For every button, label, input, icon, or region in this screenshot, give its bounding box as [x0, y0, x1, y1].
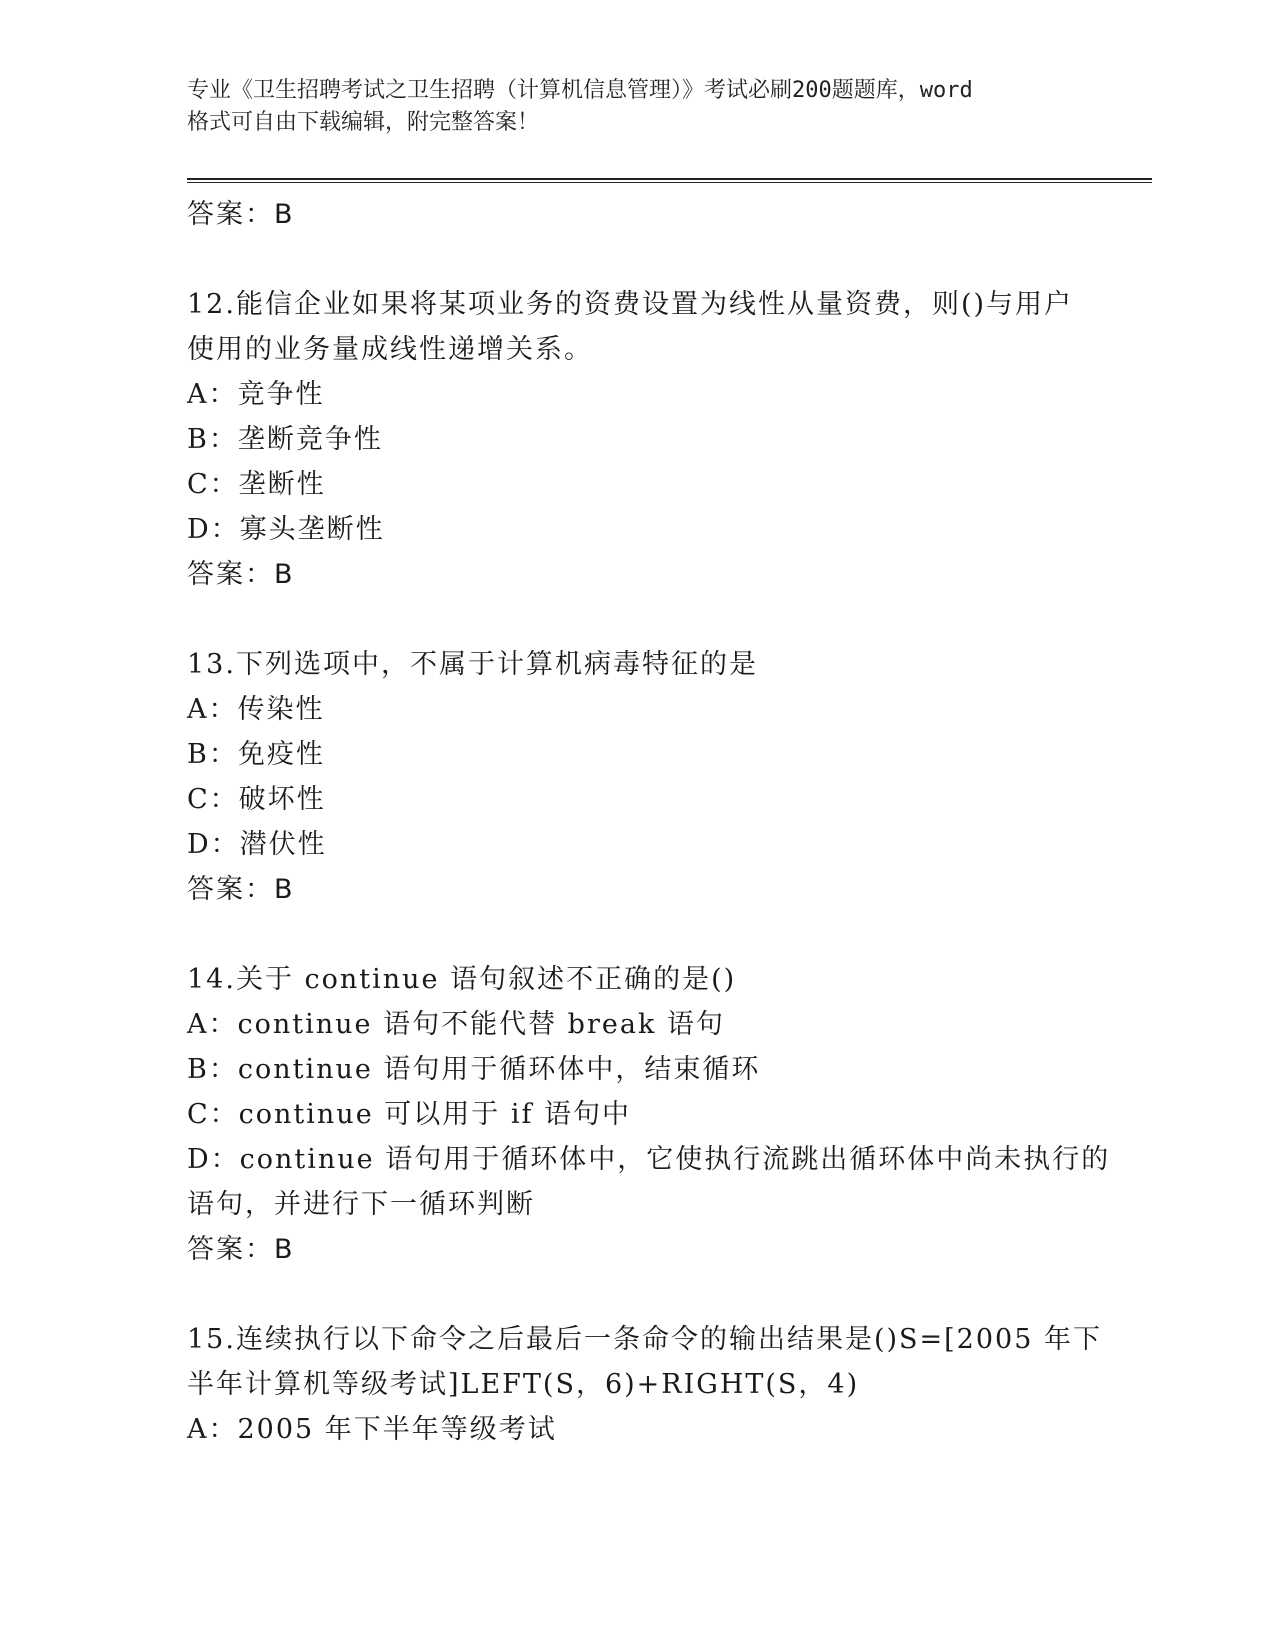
option-b: B：continue 语句用于循环体中，结束循环	[187, 1054, 761, 1085]
question-text: 13.下列选项中，不属于计算机病毒特征的是	[187, 649, 758, 680]
header-divider	[187, 178, 1152, 183]
question-text: 使用的业务量成线性递增关系。	[187, 334, 593, 365]
spacer	[187, 1272, 1087, 1317]
question-text: 12.能信企业如果将某项业务的资费设置为线性从量资费，则()与用户	[187, 289, 1074, 320]
question-list	[187, 192, 1111, 1452]
option-d: D：潜伏性	[187, 829, 327, 860]
header-line-2: 格式可自由下载编辑，附完整答案！	[187, 110, 540, 135]
answer: 答案：B	[187, 874, 295, 905]
answer: 答案：B	[187, 1234, 295, 1265]
question-12	[187, 282, 1087, 597]
spacer	[187, 912, 1087, 957]
previous-answer: 答案：B	[187, 199, 295, 230]
option-d: D：continue 语句用于循环体中，它使执行流跳出循环体中尚未执行的	[187, 1144, 1111, 1175]
header-line-1: 专业《卫生招聘考试之卫生招聘（计算机信息管理）》考试必刷200题题库，word	[187, 78, 973, 103]
spacer	[187, 597, 1087, 642]
option-b: B：垄断竞争性	[187, 424, 383, 455]
question-14	[187, 957, 1111, 1272]
option-a: A：continue 语句不能代替 break 语句	[187, 1009, 725, 1040]
answer: 答案：B	[187, 559, 295, 590]
option-d-continued: 语句，并进行下一循环判断	[187, 1189, 535, 1220]
question-text: 半年计算机等级考试]LEFT(S，6)+RIGHT(S，4)	[187, 1369, 860, 1400]
option-a: A：2005 年下半年等级考试	[187, 1414, 557, 1445]
option-c: C：continue 可以用于 if 语句中	[187, 1099, 632, 1130]
spacer	[187, 237, 1087, 282]
option-b: B：免疫性	[187, 739, 325, 770]
option-a: A：竞争性	[187, 379, 325, 410]
option-d: D：寡头垄断性	[187, 514, 385, 545]
question-text: 14.关于 continue 语句叙述不正确的是()	[187, 964, 737, 995]
question-15	[187, 1317, 1102, 1452]
option-c: C：垄断性	[187, 469, 326, 500]
option-a: A：传染性	[187, 694, 325, 725]
document-header	[187, 75, 1087, 139]
option-c: C：破坏性	[187, 784, 326, 815]
question-13	[187, 642, 1087, 912]
question-text: 15.连续执行以下命令之后最后一条命令的输出结果是()S=[2005 年下	[187, 1324, 1102, 1355]
